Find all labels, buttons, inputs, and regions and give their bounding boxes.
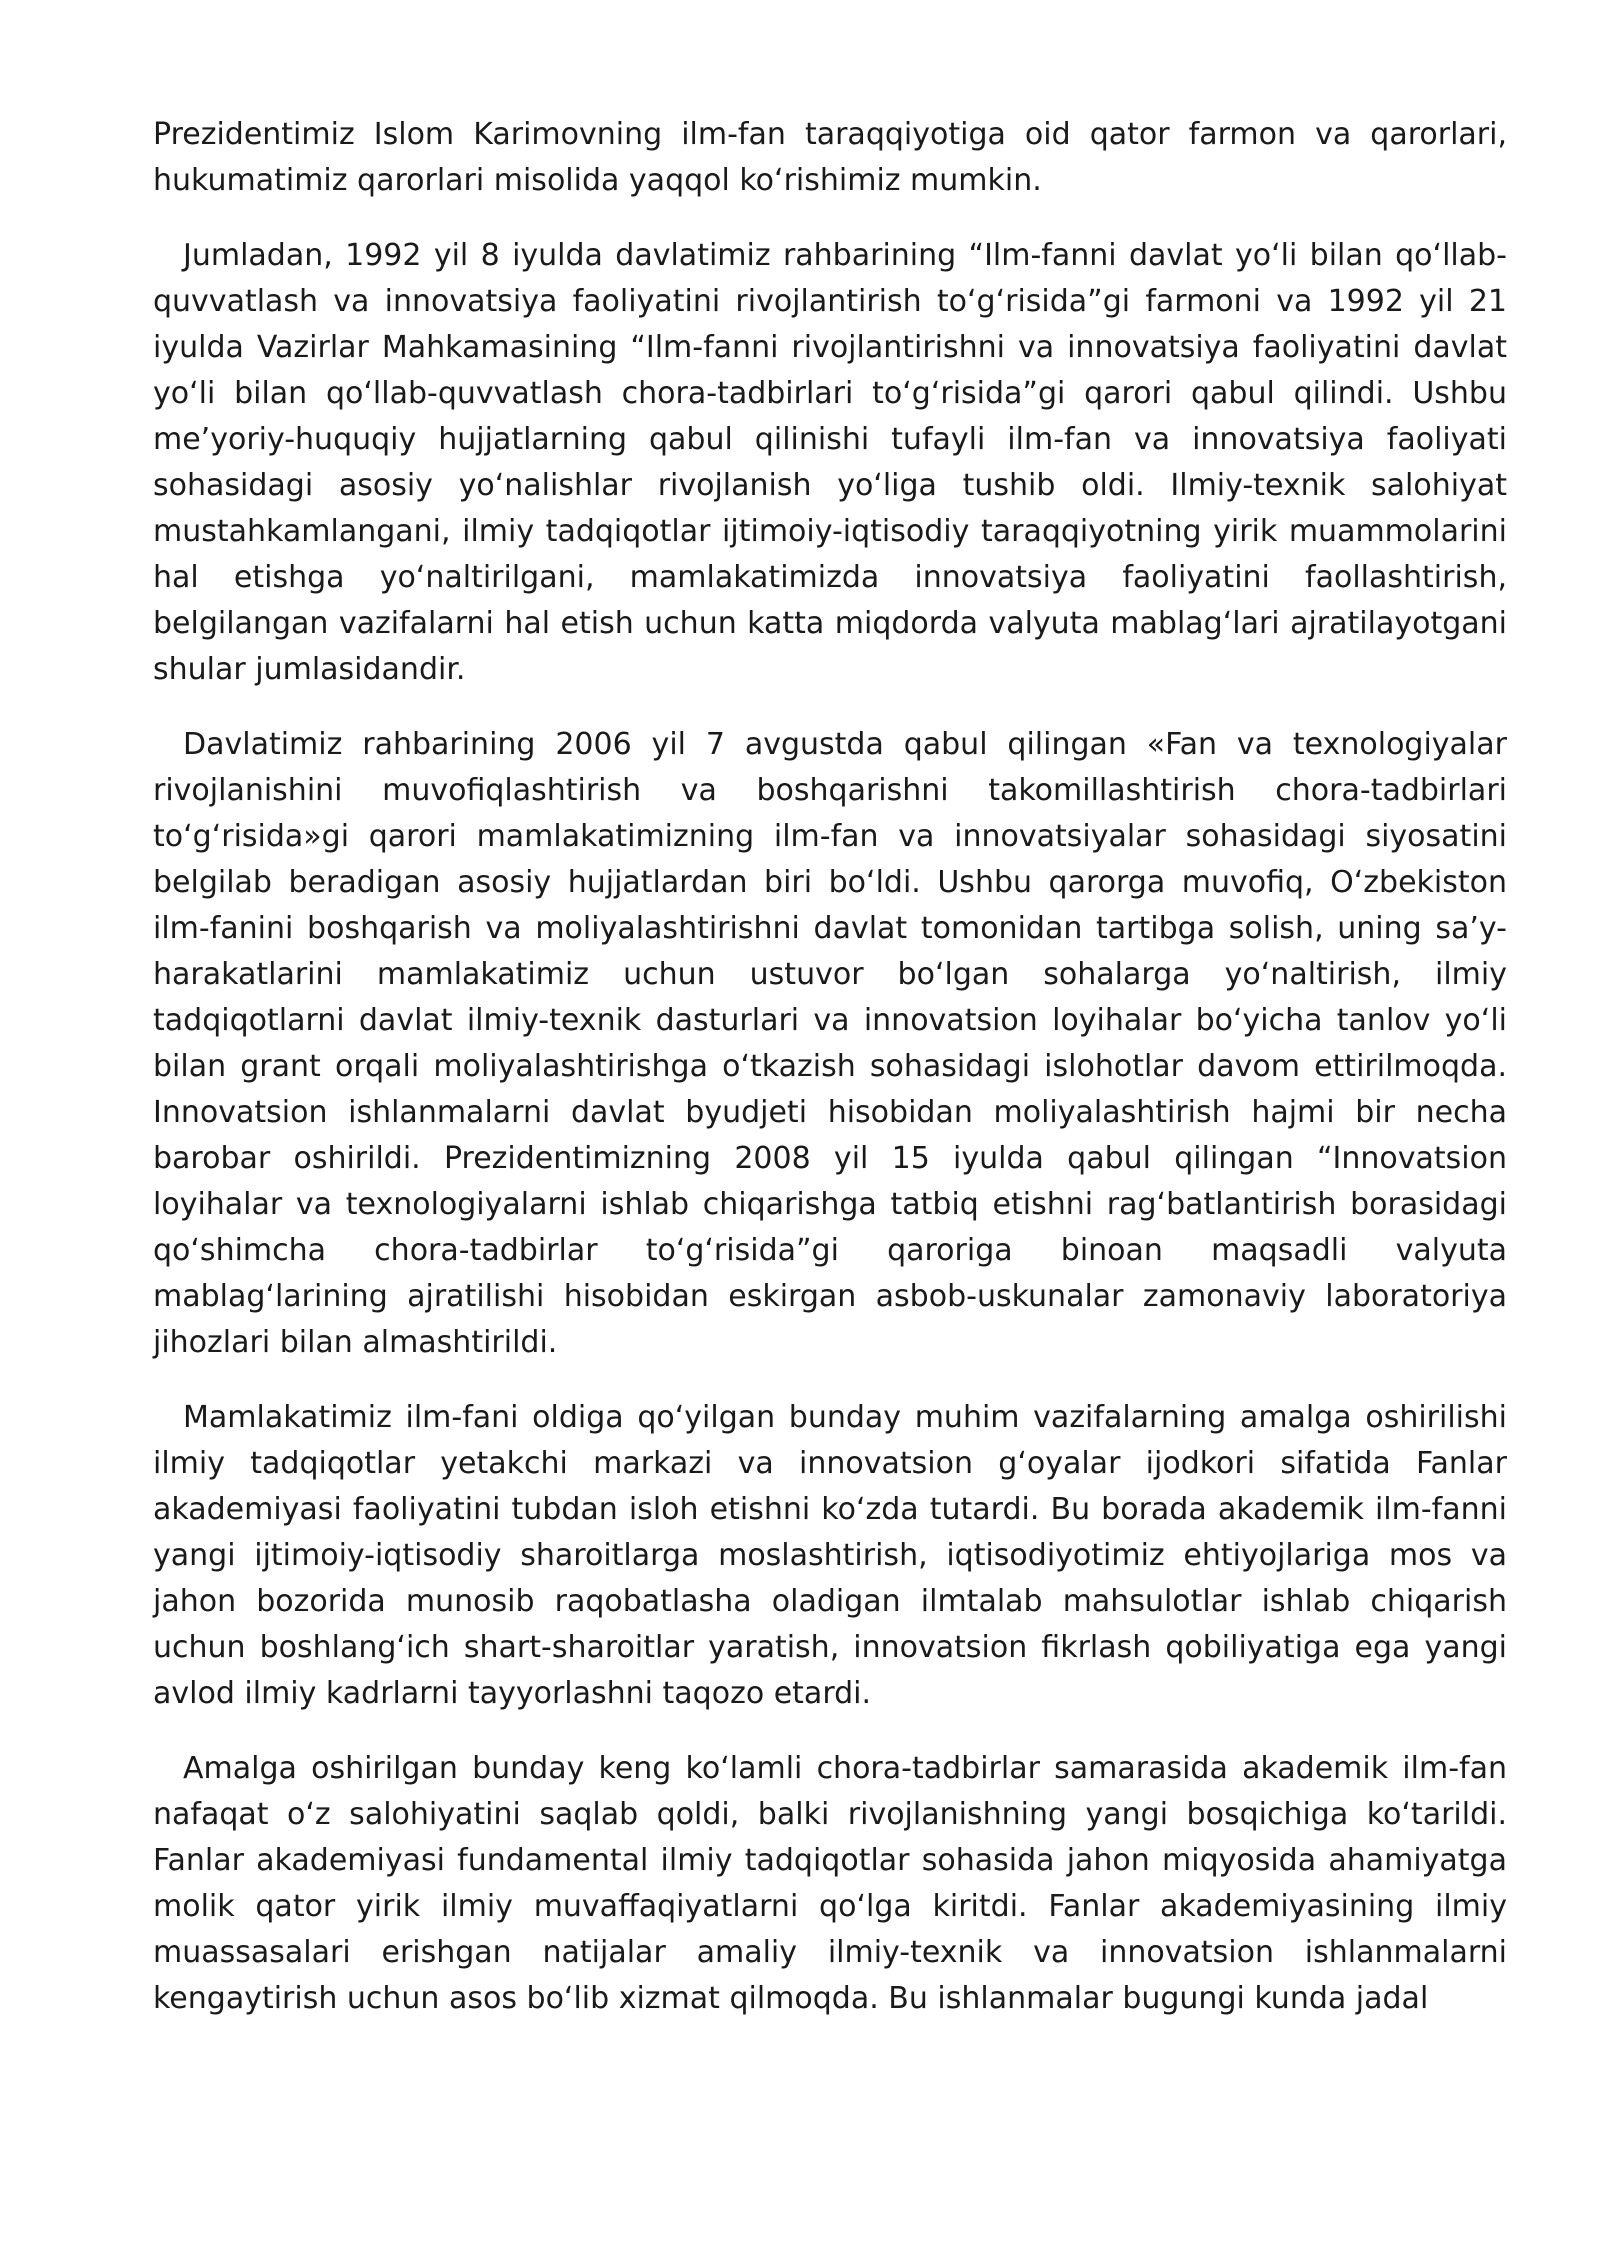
paragraph-intro: Prezidentimiz Islom Karimovning ilm-fan taraqqiyotiga oid qator farmon va qarorlari, hukumatimiz qarorlari misolida yaqqol koʻrishimiz mumkin.: [153, 117, 1507, 198]
paragraph-academy-results: Amalga oshirilgan bunday keng koʻlamli chora-tadbirlar samarasida akademik ilm-fan nafaqat oʻz salohiyatini saqlab qoldi, balki rivojlanishning yangi bosqichiga koʻtarildi. Fanlar akademiyasi fundamental ilmiy tadqiqotlar sohasida jahon miqyosida ahamiyatga molik qator yirik ilmiy muvaffaqiyatlarni qoʻlga kiritdi. Fanlar akademiyasining ilmiy muassasalari erishgan natijalar amaliy ilmiy-texnik va innovatsion ishlanmalarni kengaytirish uchun asos boʻlib xizmat qilmoqda. Bu ishlanmalar bugungi kunda jadal: [153, 1751, 1507, 2016]
paragraph-academy-reform: Mamlakatimiz ilm-fani oldiga qoʻyilgan bunday muhim vazifalarning amalga oshirilishi ilmiy tadqiqotlar yetakchi markazi va innovatsion gʻoyalar ijodkori sifatida Fanlar akademiyasi faoliyatini tubdan isloh etishni koʻzda tutardi. Bu borada akademik ilm-fanni yangi ijtimoiy-iqtisodiy sharoitlarga moslashtirish, iqtisodiyotimiz ehtiyojlariga mos va jahon bozorida munosib raqobatlasha oladigan ilmtalab mahsulotlar ishlab chiqarish uchun boshlangʻich shart-sharoitlar yaratish, innovatsion fikrlash qobiliyatiga ega yangi avlod ilmiy kadrlarni tayyorlashni taqozo etardi.: [153, 1400, 1507, 1711]
paragraph-1992-decrees: Jumladan, 1992 yil 8 iyulda davlatimiz rahbarining “Ilm-fanni davlat yoʻli bilan qoʻllab-quvvatlash va innovatsiya faoliyatini rivojlantirish toʻgʻrisida”gi farmoni va 1992 yil 21 iyulda Vazirlar Mahkamasining “Ilm-fanni rivojlantirishni va innovatsiya faoliyatini davlat yoʻli bilan qoʻllab-quvvatlash chora-tadbirlari toʻgʻrisida”gi qarori qabul qilindi. Ushbu me’yoriy-huquqiy hujjatlarning qabul qilinishi tufayli ilm-fan va innovatsiya faoliyati sohasidagi asosiy yoʻnalishlar rivojlanish yoʻliga tushib oldi. Ilmiy-texnik salohiyat mustahkamlangani, ilmiy tadqiqotlar ijtimoiy-iqtisodiy taraqqiyotning yirik muammolarini hal etishga yoʻnaltirilgani, mamlakatimizda innovatsiya faoliyatini faollashtirish, belgilangan vazifalarni hal etish uchun katta miqdorda valyuta mablagʻlari ajratilayotgani shular jumlasidandir.: [153, 238, 1507, 687]
paragraph-2006-resolution: Davlatimiz rahbarining 2006 yil 7 avgustda qabul qilingan «Fan va texnologiyalar rivojlanishini muvofiqlashtirish va boshqarishni takomillashtirish chora-tadbirlari toʻgʻrisida»gi qarori mamlakatimizning ilm-fan va innovatsiyalar sohasidagi siyosatini belgilab beradigan asosiy hujjatlardan biri boʻldi. Ushbu qarorga muvofiq, Oʻzbekiston ilm-fanini boshqarish va moliyalashtirishni davlat tomonidan tartibga solish, uning sa’y-harakatlarini mamlakatimiz uchun ustuvor boʻlgan sohalarga yoʻnaltirish, ilmiy tadqiqotlarni davlat ilmiy-texnik dasturlari va innovatsion loyihalar boʻyicha tanlov yoʻli bilan grant orqali moliyalashtirishga oʻtkazish sohasidagi islohotlar davom ettirilmoqda. Innovatsion ishlanmalarni davlat byudjeti hisobidan moliyalashtirish hajmi bir necha barobar oshirildi. Prezidentimizning 2008 yil 15 iyulda qabul qilingan “Innovatsion loyihalar va texnologiyalarni ishlab chiqarishga tatbiq etishni ragʻbatlantirish borasidagi qoʻshimcha chora-tadbirlar toʻgʻrisida”gi qaroriga binoan maqsadli valyuta mablagʻlarining ajratilishi hisobidan eskirgan asbob-uskunalar zamonaviy laboratoriya jihozlari bilan almashtirildi.: [153, 727, 1507, 1360]
document-page: [153, 112, 1507, 2051]
